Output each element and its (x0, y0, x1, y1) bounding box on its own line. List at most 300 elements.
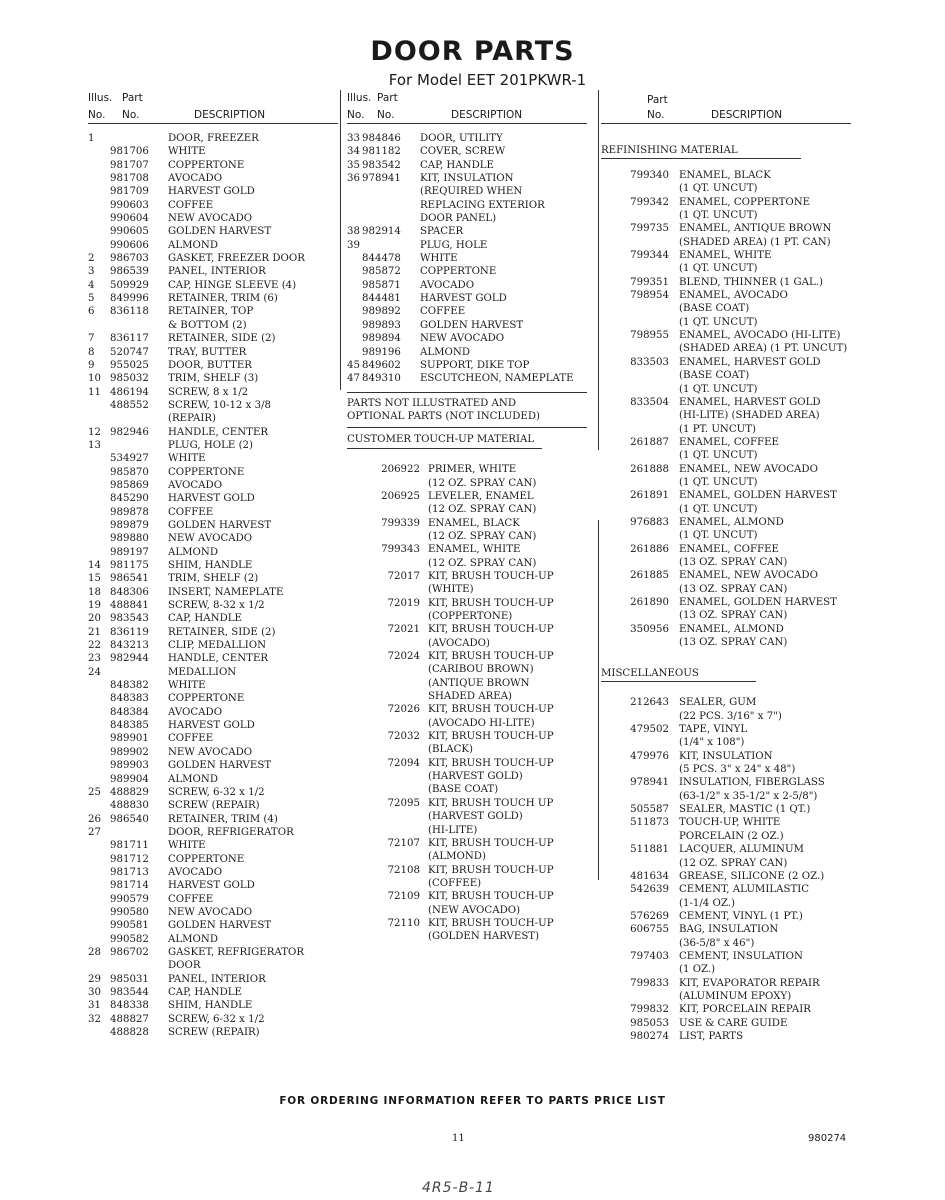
illus-number (88, 933, 110, 946)
part-number (110, 319, 168, 332)
part-description: KIT, BRUSH TOUCH-UP (428, 704, 554, 716)
part-row (88, 813, 338, 826)
illus-number (88, 706, 110, 719)
part-description: CAP, HINGE SLEEVE (4) (168, 279, 297, 291)
part-number (347, 743, 428, 756)
part-row (88, 706, 338, 719)
part-description: HARVEST GOLD (168, 880, 255, 892)
illus-number: 3 (88, 266, 95, 278)
part-number: 797403 (630, 950, 669, 962)
part-number: 848338 (110, 1000, 149, 1012)
illus-number (88, 732, 110, 745)
part-row (347, 252, 587, 265)
column-header (88, 88, 338, 124)
description-label: DESCRIPTION (711, 109, 783, 121)
part-number: 978941 (362, 173, 401, 185)
part-row (347, 797, 587, 810)
part-number: 799340 (630, 170, 669, 181)
part-description: NEW AVOCADO (168, 213, 253, 225)
note-line: PARTS NOT ILLUSTRATED AND (347, 397, 516, 409)
part-row (347, 372, 587, 385)
part-description: (REQUIRED WHEN (420, 186, 523, 198)
part-number: 981709 (110, 186, 149, 198)
part-description: RETAINER, SIDE (2) (168, 333, 276, 345)
part-row (88, 492, 338, 505)
part-description: CAP, HANDLE (420, 159, 494, 171)
part-description: ENAMEL, ALMOND (679, 516, 784, 528)
illus-number: 38 (347, 226, 360, 238)
part-row (601, 423, 851, 436)
illus-number: 34 (347, 146, 360, 158)
part-number: 983543 (110, 613, 149, 625)
part-description: SCREW, 6-32 x 1/2 (168, 786, 265, 798)
part-description: PRIMER, WHITE (428, 464, 517, 476)
part-number: 984846 (362, 133, 401, 144)
part-number (362, 199, 420, 212)
part-row (347, 583, 587, 596)
part-description: SCREW, 6-32 x 1/2 (168, 1013, 265, 1025)
illus-number (88, 906, 110, 919)
part-number: 989893 (362, 319, 401, 331)
part-row (601, 1030, 851, 1043)
part-description: INSULATION, FIBERGLASS (679, 777, 825, 789)
part-row (88, 359, 338, 372)
illus-number (88, 959, 110, 972)
part-row (601, 977, 851, 990)
part-number: 798954 (630, 290, 669, 302)
part-number (601, 476, 679, 489)
part-number: 989894 (362, 333, 401, 345)
part-row (88, 225, 338, 238)
illus-number (88, 506, 110, 519)
part-description: ENAMEL, WHITE (428, 544, 521, 556)
part-row (601, 1003, 851, 1016)
illus-number (88, 466, 110, 479)
part-description: NEW AVOCADO (168, 533, 253, 545)
part-row (88, 933, 338, 946)
column-divider (598, 520, 599, 880)
part-row (88, 546, 338, 559)
section-title: CUSTOMER TOUCH-UP MATERIAL (347, 434, 542, 449)
illus-number (88, 319, 110, 332)
illus-number (88, 532, 110, 545)
illus-number (347, 265, 362, 278)
part-row (88, 692, 338, 705)
part-row (347, 703, 587, 716)
part-description: KIT, BRUSH TOUCH-UP (428, 570, 554, 582)
part-number: 486194 (110, 386, 149, 398)
illus-number (88, 145, 110, 158)
part-number (347, 930, 428, 943)
part-row (601, 543, 851, 556)
part-number: 989901 (110, 733, 149, 745)
miscellaneous-list (601, 696, 851, 1043)
part-row (601, 302, 851, 315)
part-row (88, 973, 338, 986)
part-description: CEMENT, INSULATION (679, 950, 803, 962)
part-number: 261885 (630, 570, 669, 582)
illus-number (88, 799, 110, 812)
part-description: SHADED AREA) (428, 691, 513, 703)
illus-number (88, 853, 110, 866)
illus-number: 26 (88, 813, 101, 825)
part-row (601, 596, 851, 609)
illus-number: 29 (88, 973, 101, 985)
part-description: & BOTTOM (2) (168, 319, 247, 331)
illus-number: 31 (88, 1000, 101, 1012)
part-description: GASKET, REFRIGERATOR (168, 946, 305, 958)
part-row (88, 732, 338, 745)
part-description: (1 QT. UNCUT) (679, 183, 758, 195)
part-description: (REPAIR) (168, 413, 217, 425)
part-description: ENAMEL, COFFEE (679, 436, 779, 448)
part-description: (ALUMINUM EPOXY) (679, 990, 792, 1002)
part-number: 833504 (630, 396, 669, 408)
part-number: 798955 (630, 330, 669, 342)
part-row (88, 866, 338, 879)
part-number: 488841 (110, 600, 149, 612)
document-number: 980274 (808, 1133, 847, 1144)
part-row (88, 506, 338, 519)
illus-number: 22 (88, 640, 101, 652)
model-subtitle: For Model EET 201PKWR-1 (388, 71, 587, 89)
part-number (601, 857, 679, 870)
part-row (347, 359, 587, 372)
part-row (347, 199, 587, 212)
part-number: 350956 (630, 623, 669, 635)
part-description: KIT, BRUSH TOUCH-UP (428, 891, 554, 903)
part-number: 836119 (110, 626, 149, 638)
part-description: COPPERTONE (168, 159, 245, 171)
part-description: PLUG, HOLE (2) (168, 439, 254, 451)
part-description: ALMOND (168, 546, 218, 558)
part-number: 799832 (630, 1004, 669, 1016)
illus-number (347, 212, 362, 225)
part-row (347, 877, 587, 890)
part-row (88, 773, 338, 786)
illus-number: 11 (88, 386, 101, 398)
illus-number (88, 719, 110, 732)
part-row (88, 532, 338, 545)
part-description: KIT, BRUSH TOUCH-UP (428, 864, 554, 876)
part-row (347, 145, 587, 158)
part-row (88, 666, 338, 679)
illus-number (88, 185, 110, 198)
part-row (347, 677, 587, 690)
part-number: 481634 (630, 870, 669, 882)
part-description: ENAMEL, ANTIQUE BROWN (679, 223, 832, 235)
part-row (601, 816, 851, 829)
part-number: 989904 (110, 773, 149, 785)
part-row (601, 790, 851, 803)
part-row (347, 650, 587, 663)
part-description: SCREW (REPAIR) (168, 1027, 260, 1039)
part-number (347, 877, 428, 890)
part-description: (CARIBOU BROWN) (428, 664, 534, 676)
part-row (88, 746, 338, 759)
part-description: COPPERTONE (168, 466, 245, 478)
part-description: CEMENT, VINYL (1 PT.) (679, 910, 803, 922)
part-number (347, 690, 428, 703)
part-row (601, 516, 851, 529)
part-row (347, 610, 587, 623)
part-no-label: No. (647, 109, 665, 121)
illus-number: 8 (88, 346, 95, 358)
part-number: 849310 (362, 373, 401, 385)
part-row (601, 222, 851, 235)
part-row (347, 743, 587, 756)
part-description: AVOCADO (168, 479, 223, 491)
part-number: 989197 (110, 546, 149, 558)
part-description: COFFEE (420, 306, 466, 318)
part-row (88, 305, 338, 318)
header-rule (88, 123, 338, 124)
part-number: 981706 (110, 146, 149, 158)
part-description: CAP, HANDLE (168, 987, 242, 998)
part-description: (12 OZ. SPRAY CAN) (679, 857, 788, 869)
illus-number (88, 679, 110, 692)
part-number (601, 790, 679, 803)
part-description: (13 OZ. SPRAY CAN) (679, 556, 788, 568)
part-number: 848382 (110, 680, 149, 692)
illus-number: 15 (88, 573, 101, 585)
part-description: PANEL, INTERIOR (168, 973, 266, 985)
part-row (347, 543, 587, 556)
part-row (601, 569, 851, 582)
part-number: 72024 (387, 651, 420, 663)
illus-number: 9 (88, 359, 95, 371)
part-number: 606755 (630, 924, 669, 936)
part-row (347, 597, 587, 610)
part-number (347, 904, 428, 917)
part-number: 981714 (110, 880, 149, 892)
part-number: 505587 (630, 804, 669, 816)
part-description: AVOCADO (168, 866, 223, 878)
part-number (347, 530, 428, 543)
part-number: 986540 (110, 813, 149, 825)
part-description: ENAMEL, GOLDEN HARVEST (679, 490, 837, 502)
description-label: DESCRIPTION (451, 109, 523, 121)
part-number: 72032 (387, 731, 420, 743)
page-title: DOOR PARTS (370, 36, 575, 67)
part-description: NEW AVOCADO (168, 906, 253, 918)
part-number (601, 556, 679, 569)
part-description: AVOCADO (168, 173, 223, 185)
part-description: LEVELER, ENAMEL (428, 490, 534, 502)
illus-number (88, 893, 110, 906)
illus-number (88, 212, 110, 225)
part-number: 849996 (110, 293, 149, 305)
part-number: 985872 (362, 266, 401, 278)
part-description: (1 QT. UNCUT) (679, 210, 758, 222)
part-description: KIT, BRUSH TOUCH-UP (428, 731, 554, 743)
part-number: 976883 (630, 516, 669, 528)
part-description: COFFEE (168, 893, 214, 905)
part-row (88, 759, 338, 772)
part-description: ENAMEL, BLACK (679, 170, 771, 181)
illus-number: 45 (347, 359, 360, 371)
illus-number (347, 279, 362, 292)
illus-number (88, 866, 110, 879)
part-number: 985871 (362, 279, 401, 291)
part-row (347, 930, 587, 943)
part-row (347, 570, 587, 583)
part-description: GOLDEN HARVEST (168, 226, 272, 238)
part-number: 985053 (630, 1017, 669, 1029)
part-number (347, 637, 428, 650)
part-row (601, 463, 851, 476)
part-number: 981713 (110, 866, 149, 878)
part-description: DOOR, REFRIGERATOR (168, 826, 294, 838)
part-number: 983542 (362, 159, 401, 171)
part-number (601, 763, 679, 776)
part-number: 985869 (110, 479, 149, 491)
part-description: KIT, INSULATION (679, 750, 773, 762)
part-number (601, 736, 679, 749)
part-description: SHIM, HANDLE (168, 560, 253, 571)
illus-number (88, 839, 110, 852)
part-row (601, 763, 851, 776)
part-number: 72026 (387, 704, 420, 716)
part-row (88, 839, 338, 852)
part-number: 982944 (110, 653, 149, 665)
part-row (347, 783, 587, 796)
part-description: (22 PCS. 3/16" x 7") (679, 710, 782, 722)
part-row (347, 637, 587, 650)
part-description: (1 OZ.) (679, 964, 716, 976)
part-number (601, 302, 679, 315)
part-description: ENAMEL, GOLDEN HARVEST (679, 597, 837, 608)
part-number: 799833 (630, 977, 669, 989)
part-description: (HI-LITE) (428, 824, 478, 836)
part-number (347, 503, 428, 516)
part-description: (13 OZ. SPRAY CAN) (679, 583, 788, 595)
part-description: (1 QT. UNCUT) (679, 476, 758, 488)
part-number: 836117 (110, 333, 149, 345)
part-description: KIT, BRUSH TOUCH-UP (428, 651, 554, 663)
part-number (347, 583, 428, 596)
part-description: DOOR PANEL) (420, 213, 497, 225)
part-row (601, 396, 851, 409)
part-number: 986703 (110, 253, 149, 265)
part-description: KIT, PORCELAIN REPAIR (679, 1004, 811, 1016)
part-row (88, 199, 338, 212)
part-number (601, 963, 679, 976)
illus-number: 2 (88, 253, 95, 265)
part-no-label: No. (377, 109, 395, 121)
part-description: (1 QT. UNCUT) (679, 263, 758, 275)
part-description: MEDALLION (168, 666, 237, 678)
part-number: 849602 (362, 359, 401, 371)
part-row (601, 289, 851, 302)
part-row (601, 990, 851, 1003)
illus-no-label: No. (347, 109, 365, 121)
column-divider (340, 90, 341, 390)
part-row (88, 185, 338, 198)
part-description: (COFFEE) (428, 877, 482, 889)
part-number: 72107 (387, 837, 420, 849)
part-number: 990604 (110, 213, 149, 225)
illus-number (88, 879, 110, 892)
part-description: (AVOCADO) (428, 637, 490, 649)
part-number: 799342 (630, 196, 669, 208)
part-description: LIST, PARTS (679, 1030, 744, 1042)
part-row (601, 383, 851, 396)
part-description: WHITE (168, 146, 206, 158)
part-number (347, 557, 428, 570)
part-no-label: No. (122, 109, 140, 121)
part-row (88, 572, 338, 585)
part-description: (36-5/8" x 46") (679, 937, 755, 949)
part-row (347, 265, 587, 278)
illus-number (347, 346, 362, 359)
part-row (88, 399, 338, 412)
part-description: (1 QT. UNCUT) (679, 316, 758, 328)
part-number: 261890 (630, 597, 669, 608)
part-description: KIT, INSULATION (420, 173, 514, 185)
part-row (88, 386, 338, 399)
part-number: 989902 (110, 746, 149, 758)
part-description: (GOLDEN HARVEST) (428, 931, 540, 943)
part-number: 989880 (110, 533, 149, 545)
part-row (347, 239, 587, 252)
part-number: 990606 (110, 239, 149, 251)
part-row (88, 319, 338, 332)
part-row (347, 225, 587, 238)
part-number (362, 185, 420, 198)
part-number: 986539 (110, 266, 149, 278)
part-row (601, 369, 851, 382)
part-number (601, 609, 679, 622)
part-description: (ANTIQUE BROWN (428, 677, 530, 689)
part-row (601, 923, 851, 936)
part-description: KIT, EVAPORATOR REPAIR (679, 977, 820, 989)
part-number (347, 810, 428, 823)
part-row (601, 583, 851, 596)
part-row (88, 879, 338, 892)
illus-number (88, 519, 110, 532)
illus-number (88, 225, 110, 238)
part-description: TRIM, SHELF (3) (168, 373, 259, 385)
part-number (601, 529, 679, 542)
part-row (601, 723, 851, 736)
illus-number: 39 (347, 239, 360, 251)
part-description: CLIP, MEDALLION (168, 640, 267, 652)
part-description: ENAMEL, WHITE (679, 250, 772, 262)
part-number (601, 236, 679, 249)
part-number: 981175 (110, 560, 149, 571)
part-number: 509929 (110, 279, 149, 291)
illus-number: 24 (88, 666, 101, 678)
part-row (601, 870, 851, 883)
part-description: DOOR (168, 960, 201, 972)
part-row (601, 529, 851, 542)
part-description: HARVEST GOLD (168, 186, 255, 198)
part-description: RETAINER, TOP (168, 306, 254, 318)
part-description: (13 OZ. SPRAY CAN) (679, 610, 788, 622)
part-number (110, 132, 168, 145)
part-row (347, 490, 587, 503)
part-row (601, 937, 851, 950)
part-row (347, 172, 587, 185)
part-number: 989879 (110, 519, 149, 531)
part-row (601, 609, 851, 622)
part-row (601, 436, 851, 449)
part-row (601, 409, 851, 422)
part-description: PORCELAIN (2 OZ.) (679, 830, 784, 842)
part-row (88, 986, 338, 999)
part-row (601, 329, 851, 342)
